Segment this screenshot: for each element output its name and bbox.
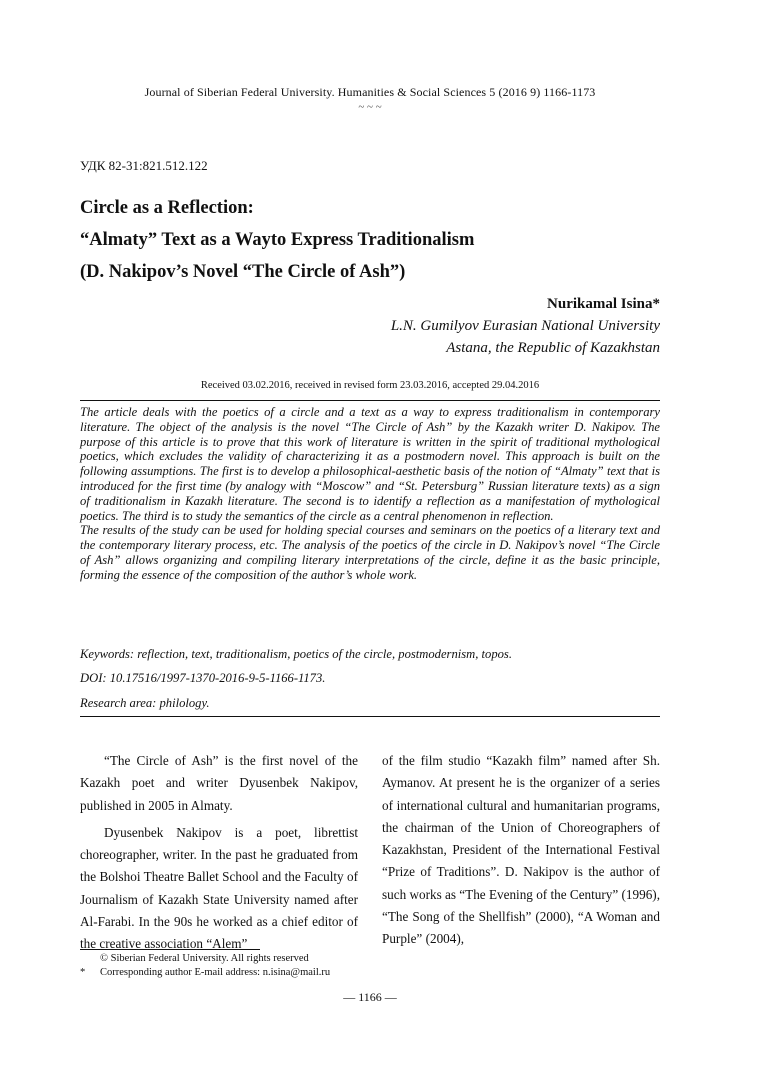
author-name: Nurikamal Isina* [547,296,660,312]
abstract-top-rule [80,400,660,401]
header-divider: ~ ~ ~ [358,101,382,113]
title-line-3: (D. Nakipov’s Novel “The Circle of Ash”) [80,262,406,282]
author-affiliation-2: Astana, the Republic of Kazakhstan [446,340,660,356]
received-dates: Received 03.02.2016, received in revised form 23.03.2016, accepted 29.04.2016 [200,380,540,391]
keywords: Keywords: reflection, text, traditionalism, poetics of the circle, postmodernism, topos. [80,647,512,661]
body-column-left [80,750,358,956]
abstract [80,405,660,583]
footnote-copyright: © Siberian Federal University. All rights reserved [100,953,309,964]
title-line-2: “Almaty” Text as a Wayto Express Traditionalism [80,230,475,250]
journal-header: Journal of Siberian Federal University. Humanities & Social Sciences 5 (2016 9) 1166-1173 [144,85,596,99]
footnote-corresponding-text: Corresponding author E-mail address: n.isina@mail.ru [100,967,331,978]
abstract-paragraph-2: The results of the study can be used for holding special courses and seminars on the poetics of a literary text and the contemporary literary process, etc. The analysis of the poetics of the circle in D. Nakipov’s novel “The Circle of Ash” allows organizing and compiling literary interpretations of the circle, define it as the basic principle, forming the essence of the composition of the author’s whole work. [80,523,660,582]
body-paragraph: of the film studio “Kazakh film” named after Sh. Aymanov. At present he is the organizer of a series of international cultural and humanitarian programs, the chairman of the Union of Choreographers of Kazakhstan, President of the International Festival “Prize of Traditions”. D. Nakipov is the author of such works as “The Evening of the Century” (1996), “The Song of the Shellfish” (2000), “A Woman and Purple” (2004), [382,753,660,947]
title-line-1: Circle as a Reflection: [80,198,254,218]
footnote-star: * [80,967,86,978]
author-affiliation-1: L.N. Gumilyov Eurasian National University [390,318,660,334]
udc-code: УДК 82-31:821.512.122 [80,158,208,173]
body-column-right [382,750,660,951]
footnote-corresponding [80,967,330,978]
abstract-paragraph-1: The article deals with the poetics of a circle and a text as a way to express traditionalism in contemporary literature. The object of the analysis is the novel “The Circle of Ash” by the Kazakh writer D. Nakipov. The purpose of this article is to prove that this work of literature is written in the spirit of traditional mythological poetics, which excludes the validity of characterizing it as a postmodern novel. This approach is built on the following assumptions. The first is to develop a philosophical-aesthetic basis of the notion of “Almaty” text that is introduced for the first time (by analogy with “Moscow” and “St. Petersburg” Russian literature texts) as a sign of traditionalism in Kazakh literature. The second is to identify a reflection as a manifestation of mythological poetics. The third is to study the semantics of the circle as a central phenomenon in reflection. [80,405,660,523]
abstract-bottom-rule [80,716,660,717]
page-number: — 1166 — [343,990,397,1004]
research-area: Research area: philology. [80,696,210,710]
body-paragraph: Dyusenbek Nakipov is a poet, librettist choreographer, writer. In the past he graduated from the Bolshoi Theatre Ballet School and the Faculty of Journalism of Kazakh State University named after Al-Farabi. In the 90s he worked as a chief editor of the creative association “Alem” [80,824,358,952]
footnote-rule [80,949,260,950]
body-paragraph: “The Circle of Ash” is the first novel of the Kazakh poet and writer Dyusenbek Nakipov, published in 2005 in Almaty. [80,753,358,813]
doi: DOI: 10.17516/1997-1370-2016-9-5-1166-1173. [80,671,326,685]
